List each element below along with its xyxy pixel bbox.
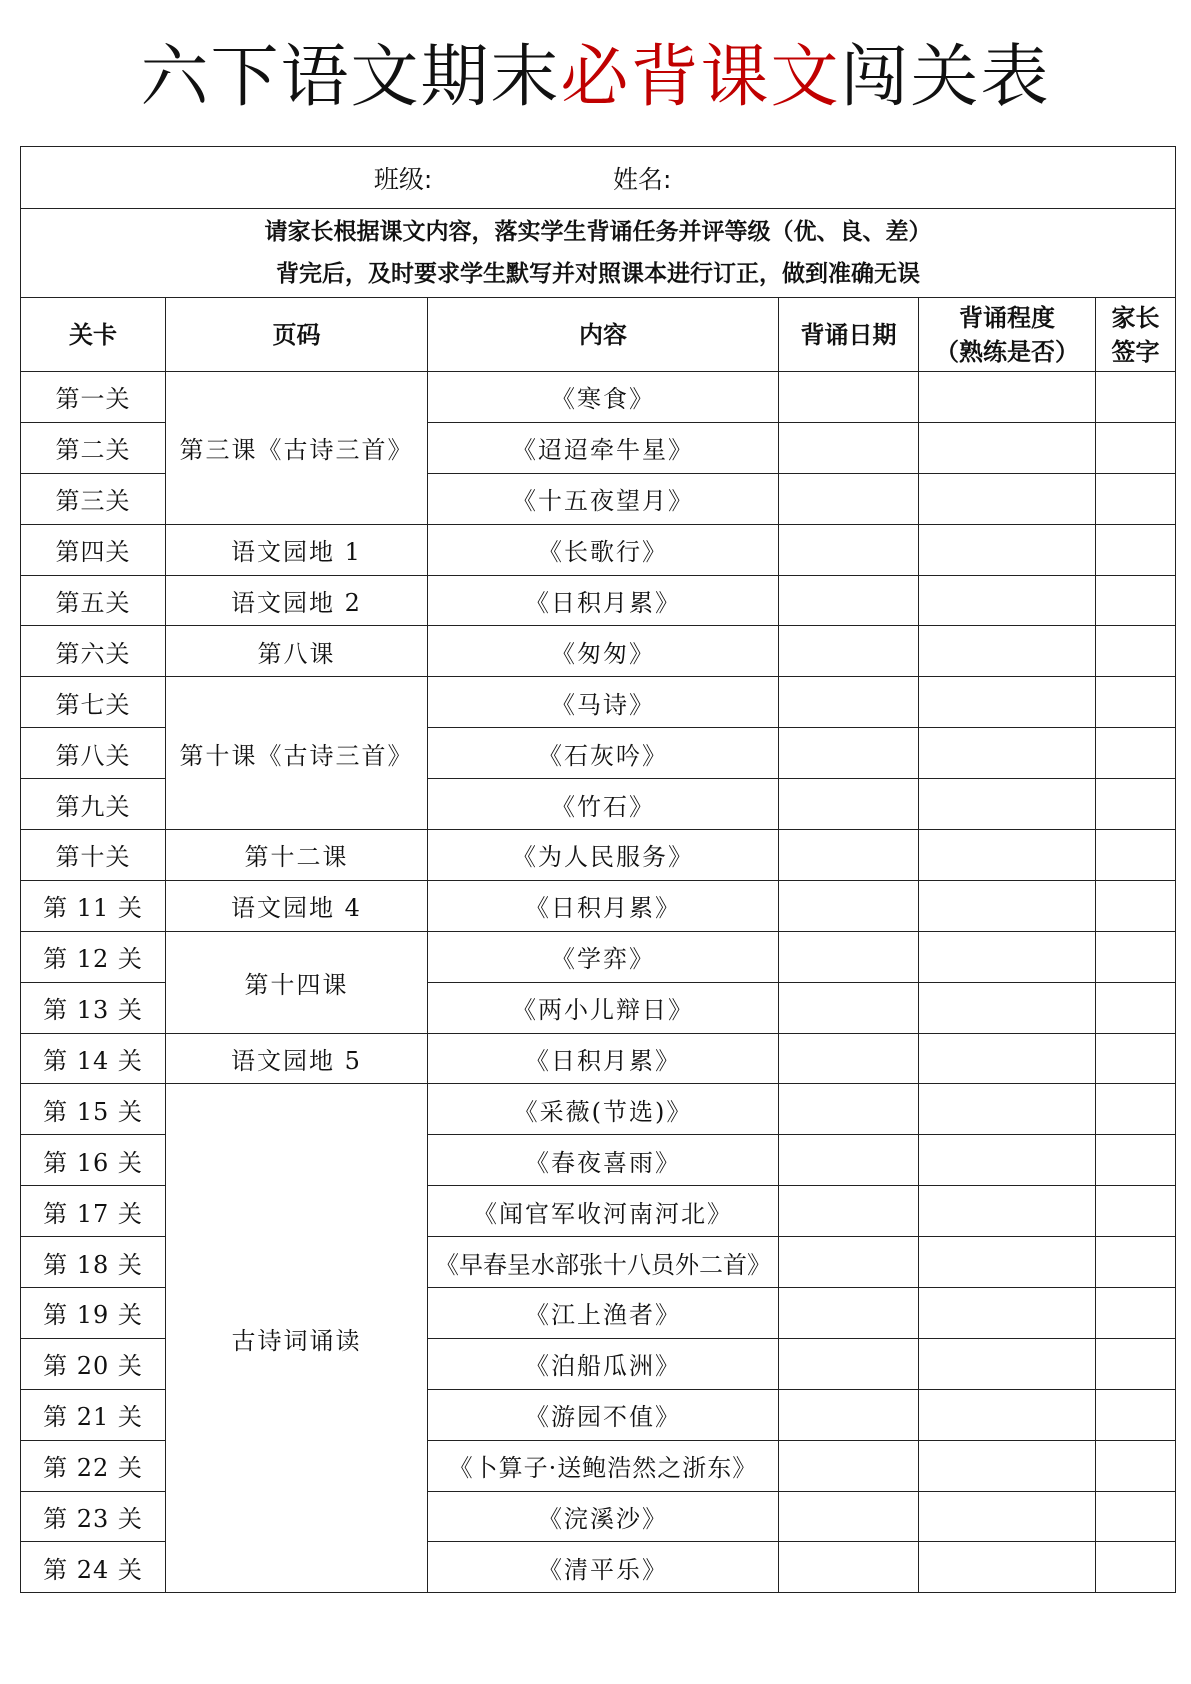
level-cell: 第五关 <box>21 575 166 626</box>
content-cell: 《两小儿辩日》 <box>428 982 779 1033</box>
table-row <box>21 880 1176 931</box>
sign-input-cell[interactable] <box>1096 524 1176 575</box>
content-cell: 《卜算子·送鲍浩然之浙东》 <box>428 1440 779 1491</box>
sign-input-cell[interactable] <box>1096 473 1176 524</box>
level-cell: 第三关 <box>21 473 166 524</box>
date-input-cell[interactable] <box>779 1542 919 1593</box>
header-degree <box>919 298 1096 372</box>
sign-input-cell[interactable] <box>1096 728 1176 779</box>
sign-input-cell[interactable] <box>1096 779 1176 830</box>
degree-input-cell[interactable] <box>919 1389 1096 1440</box>
instruction-line-1: 请家长根据课文内容，落实学生背诵任务并评等级（优、良、差） <box>264 218 932 245</box>
date-input-cell[interactable] <box>779 931 919 982</box>
content-cell: 《迢迢牵牛星》 <box>428 422 779 473</box>
content-cell: 《十五夜望月》 <box>428 473 779 524</box>
header-content: 内容 <box>428 298 779 372</box>
sign-input-cell[interactable] <box>1096 1288 1176 1339</box>
sign-input-cell[interactable] <box>1096 1186 1176 1237</box>
sign-input-cell[interactable] <box>1096 1135 1176 1186</box>
level-cell: 第 13 关 <box>21 982 166 1033</box>
content-cell: 《寒食》 <box>428 372 779 423</box>
level-cell: 第十关 <box>21 830 166 881</box>
degree-input-cell[interactable] <box>919 1186 1096 1237</box>
page-cell: 古诗词诵读 <box>166 1084 428 1593</box>
content-cell: 《浣溪沙》 <box>428 1491 779 1542</box>
header-degree-line2: （熟练是否） <box>935 337 1079 366</box>
sign-input-cell[interactable] <box>1096 1084 1176 1135</box>
sign-input-cell[interactable] <box>1096 931 1176 982</box>
date-input-cell[interactable] <box>779 1288 919 1339</box>
level-cell: 第八关 <box>21 728 166 779</box>
degree-input-cell[interactable] <box>919 1033 1096 1084</box>
date-input-cell[interactable] <box>779 677 919 728</box>
degree-input-cell[interactable] <box>919 931 1096 982</box>
content-cell: 《日积月累》 <box>428 880 779 931</box>
table-row <box>21 931 1176 982</box>
degree-input-cell[interactable] <box>919 422 1096 473</box>
header-row <box>21 298 1176 372</box>
header-page: 页码 <box>166 298 428 372</box>
table-row <box>21 524 1176 575</box>
level-cell: 第二关 <box>21 422 166 473</box>
page-cell: 第十四课 <box>166 931 428 1033</box>
instructions-row <box>21 209 1176 298</box>
degree-input-cell[interactable] <box>919 372 1096 423</box>
level-cell: 第 23 关 <box>21 1491 166 1542</box>
sign-input-cell[interactable] <box>1096 1237 1176 1288</box>
sign-input-cell[interactable] <box>1096 372 1176 423</box>
page-cell: 语文园地 1 <box>166 524 428 575</box>
sign-input-cell[interactable] <box>1096 1491 1176 1542</box>
title-part1: 六下语文期末 <box>140 38 561 117</box>
page-cell: 第三课《古诗三首》 <box>166 372 428 525</box>
student-info-cell <box>21 147 1176 209</box>
sign-input-cell[interactable] <box>1096 1033 1176 1084</box>
level-cell: 第 15 关 <box>21 1084 166 1135</box>
degree-input-cell[interactable] <box>919 830 1096 881</box>
date-input-cell[interactable] <box>779 830 919 881</box>
sign-input-cell[interactable] <box>1096 1338 1176 1389</box>
title-part3: 闯关表 <box>840 38 1051 117</box>
sign-input-cell[interactable] <box>1096 1542 1176 1593</box>
date-input-cell[interactable] <box>779 1084 919 1135</box>
date-input-cell[interactable] <box>779 422 919 473</box>
content-cell: 《早春呈水部张十八员外二首》 <box>428 1237 779 1288</box>
student-info-row <box>21 147 1176 209</box>
degree-input-cell[interactable] <box>919 524 1096 575</box>
content-cell: 《清平乐》 <box>428 1542 779 1593</box>
title-highlight: 必背课文 <box>560 38 841 117</box>
header-sign <box>1096 298 1176 372</box>
level-cell: 第一关 <box>21 372 166 423</box>
sign-input-cell[interactable] <box>1096 575 1176 626</box>
degree-input-cell[interactable] <box>919 880 1096 931</box>
table-row <box>21 372 1176 423</box>
degree-input-cell[interactable] <box>919 1084 1096 1135</box>
content-cell: 《马诗》 <box>428 677 779 728</box>
header-date: 背诵日期 <box>779 298 919 372</box>
sign-input-cell[interactable] <box>1096 830 1176 881</box>
degree-input-cell[interactable] <box>919 626 1096 677</box>
content-cell: 《闻官军收河南河北》 <box>428 1186 779 1237</box>
date-input-cell[interactable] <box>779 1033 919 1084</box>
date-input-cell[interactable] <box>779 1237 919 1288</box>
page-title <box>0 38 1191 118</box>
instructions-cell <box>21 209 1176 298</box>
sign-input-cell[interactable] <box>1096 677 1176 728</box>
date-input-cell[interactable] <box>779 1440 919 1491</box>
date-input-cell[interactable] <box>779 1491 919 1542</box>
degree-input-cell[interactable] <box>919 779 1096 830</box>
sign-input-cell[interactable] <box>1096 1440 1176 1491</box>
sign-input-cell[interactable] <box>1096 1389 1176 1440</box>
header-level: 关卡 <box>21 298 166 372</box>
date-input-cell[interactable] <box>779 524 919 575</box>
level-cell: 第 12 关 <box>21 931 166 982</box>
content-cell: 《为人民服务》 <box>428 830 779 881</box>
degree-input-cell[interactable] <box>919 1491 1096 1542</box>
table-row <box>21 1033 1176 1084</box>
page-cell: 语文园地 5 <box>166 1033 428 1084</box>
date-input-cell[interactable] <box>779 473 919 524</box>
level-cell: 第 14 关 <box>21 1033 166 1084</box>
page-cell: 第十课《古诗三首》 <box>166 677 428 830</box>
content-cell: 《春夜喜雨》 <box>428 1135 779 1186</box>
content-cell: 《匆匆》 <box>428 626 779 677</box>
level-cell: 第四关 <box>21 524 166 575</box>
degree-input-cell[interactable] <box>919 473 1096 524</box>
date-input-cell[interactable] <box>779 1135 919 1186</box>
degree-input-cell[interactable] <box>919 1135 1096 1186</box>
sign-input-cell[interactable] <box>1096 982 1176 1033</box>
level-cell: 第 16 关 <box>21 1135 166 1186</box>
degree-input-cell[interactable] <box>919 575 1096 626</box>
page-cell: 第十二课 <box>166 830 428 881</box>
degree-input-cell[interactable] <box>919 728 1096 779</box>
level-cell: 第 11 关 <box>21 880 166 931</box>
degree-input-cell[interactable] <box>919 1288 1096 1339</box>
content-cell: 《江上渔者》 <box>428 1288 779 1339</box>
content-cell: 《竹石》 <box>428 779 779 830</box>
content-cell: 《学弈》 <box>428 931 779 982</box>
header-sign-line2: 签字 <box>1111 337 1160 366</box>
page-cell: 第八课 <box>166 626 428 677</box>
content-cell: 《长歌行》 <box>428 524 779 575</box>
table-row <box>21 575 1176 626</box>
date-input-cell[interactable] <box>779 880 919 931</box>
table-row <box>21 626 1176 677</box>
class-field[interactable]: 班级: <box>373 164 433 194</box>
level-cell: 第 18 关 <box>21 1237 166 1288</box>
page-cell: 语文园地 4 <box>166 880 428 931</box>
level-cell: 第 20 关 <box>21 1338 166 1389</box>
level-cell: 第六关 <box>21 626 166 677</box>
degree-input-cell[interactable] <box>919 982 1096 1033</box>
content-cell: 《采薇(节选)》 <box>428 1084 779 1135</box>
date-input-cell[interactable] <box>779 779 919 830</box>
date-input-cell[interactable] <box>779 1389 919 1440</box>
level-cell: 第 21 关 <box>21 1389 166 1440</box>
date-input-cell[interactable] <box>779 372 919 423</box>
instruction-line-2: 背完后，及时要求学生默写并对照课本进行订正，做到准确无误 <box>276 260 921 287</box>
content-cell: 《日积月累》 <box>428 575 779 626</box>
level-cell: 第 24 关 <box>21 1542 166 1593</box>
sign-input-cell[interactable] <box>1096 422 1176 473</box>
content-cell: 《游园不值》 <box>428 1389 779 1440</box>
table-row <box>21 1084 1176 1135</box>
date-input-cell[interactable] <box>779 1186 919 1237</box>
degree-input-cell[interactable] <box>919 1237 1096 1288</box>
sign-input-cell[interactable] <box>1096 880 1176 931</box>
recitation-checklist-table <box>20 146 1176 1593</box>
content-cell: 《日积月累》 <box>428 1033 779 1084</box>
date-input-cell[interactable] <box>779 982 919 1033</box>
level-cell: 第七关 <box>21 677 166 728</box>
degree-input-cell[interactable] <box>919 1440 1096 1491</box>
degree-input-cell[interactable] <box>919 677 1096 728</box>
header-degree-line1: 背诵程度 <box>959 303 1055 332</box>
level-cell: 第 17 关 <box>21 1186 166 1237</box>
date-input-cell[interactable] <box>779 626 919 677</box>
content-cell: 《石灰吟》 <box>428 728 779 779</box>
page-cell: 语文园地 2 <box>166 575 428 626</box>
header-sign-line1: 家长 <box>1111 303 1160 332</box>
table-row <box>21 830 1176 881</box>
date-input-cell[interactable] <box>779 1338 919 1389</box>
level-cell: 第 22 关 <box>21 1440 166 1491</box>
sign-input-cell[interactable] <box>1096 626 1176 677</box>
content-cell: 《泊船瓜洲》 <box>428 1338 779 1389</box>
date-input-cell[interactable] <box>779 575 919 626</box>
name-field[interactable]: 姓名: <box>613 164 672 194</box>
degree-input-cell[interactable] <box>919 1542 1096 1593</box>
level-cell: 第 19 关 <box>21 1288 166 1339</box>
table-row <box>21 677 1176 728</box>
date-input-cell[interactable] <box>779 728 919 779</box>
degree-input-cell[interactable] <box>919 1338 1096 1389</box>
level-cell: 第九关 <box>21 779 166 830</box>
